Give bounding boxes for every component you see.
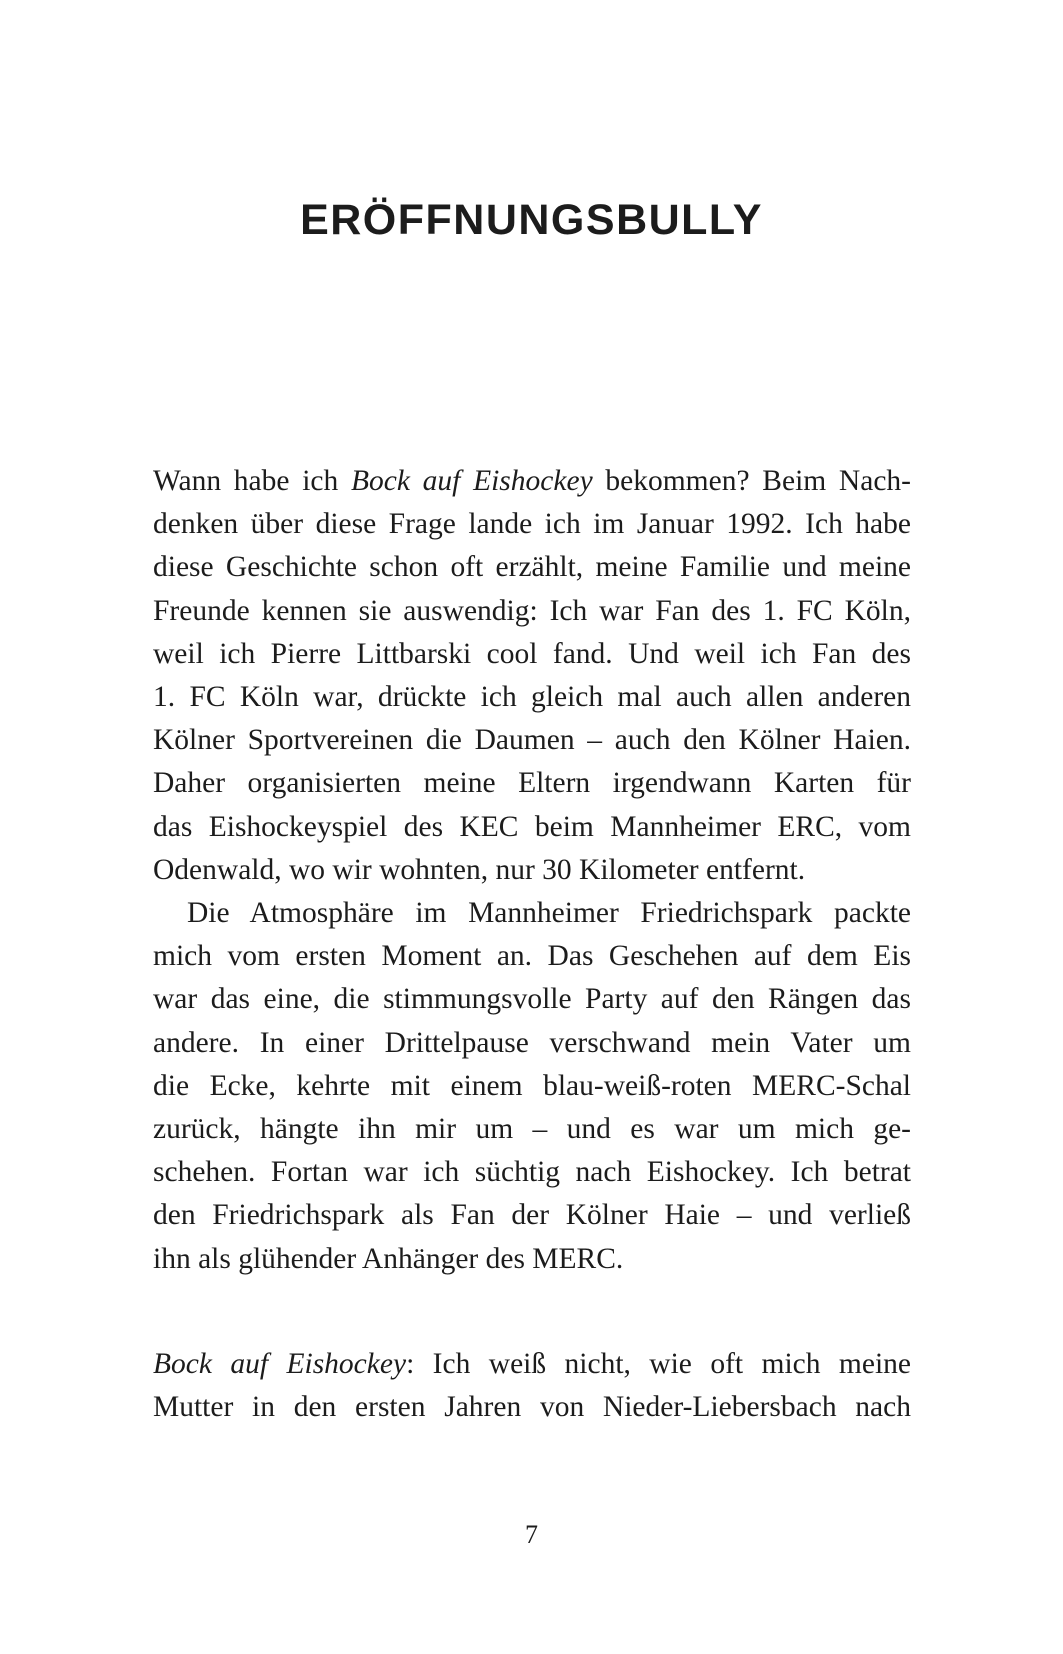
chapter-title: ERÖFFNUNGSBULLY <box>300 196 763 244</box>
text-line: Daher organisierten meine Eltern irgendwann Karten für <box>153 767 911 800</box>
text-line: schehen. Fortan war ich süchtig nach Eishockey. Ich betrat <box>153 1156 911 1189</box>
text-line: Freunde kennen sie auswendig: Ich war Fan des 1. FC Köln, <box>153 594 911 627</box>
text-line: Die Atmosphäre im Mannheimer Friedrichspark packte <box>187 897 911 930</box>
text-line: zurück, hängte ihn mir um – und es war um mich ge- <box>153 1113 911 1146</box>
paragraph-1 <box>153 460 911 892</box>
line-1-1: Wann habe ich Bock auf Eishockey bekommen? Beim Nach- <box>153 465 911 497</box>
text-line: andere. In einer Drittelpause verschwand mein Vater um <box>153 1026 911 1059</box>
text-line: 1. FC Köln war, drückte ich gleich mal auch allen anderen <box>153 681 911 714</box>
text-line: Odenwald, wo wir wohnten, nur 30 Kilometer entfernt. <box>153 853 806 886</box>
text-line: ihn als glühender Anhänger des MERC. <box>153 1242 624 1275</box>
text-line: mich vom ersten Moment an. Das Geschehen auf dem Eis <box>153 940 911 973</box>
text-line: Kölner Sportvereinen die Daumen – auch den Kölner Haien. <box>153 724 911 757</box>
text-block-section-1 <box>153 460 911 1281</box>
italic-phrase: Bock auf Eishockey <box>350 465 593 497</box>
italic-phrase: Bock auf Eishockey <box>153 1348 407 1380</box>
line-3-1: Bock auf Eishockey: Ich weiß nicht, wie oft mich meine <box>153 1348 911 1380</box>
page-number: 7 <box>525 1520 538 1549</box>
text-line: denken über diese Frage lande ich im Januar 1992. Ich habe <box>153 508 911 541</box>
text-line: diese Geschichte schon oft erzählt, meine Familie und meine <box>153 551 911 584</box>
text-line: Mutter in den ersten Jahren von Nieder-Liebersbach nach <box>153 1391 911 1424</box>
text-line: weil ich Pierre Littbarski cool fand. Und weil ich Fan des <box>153 637 911 670</box>
text-line: den Friedrichspark als Fan der Kölner Haie – und verließ <box>153 1199 911 1232</box>
text-line: die Ecke, kehrte mit einem blau-weiß-roten MERC-Schal <box>153 1069 911 1102</box>
text-line: war das eine, die stimmungsvolle Party auf den Rängen das <box>153 983 911 1016</box>
paragraph-2 <box>153 892 911 1281</box>
paragraph-3 <box>153 1343 911 1429</box>
text-block-section-2 <box>153 1343 911 1429</box>
text-line: das Eishockeyspiel des KEC beim Mannheimer ERC, vom <box>153 810 911 843</box>
